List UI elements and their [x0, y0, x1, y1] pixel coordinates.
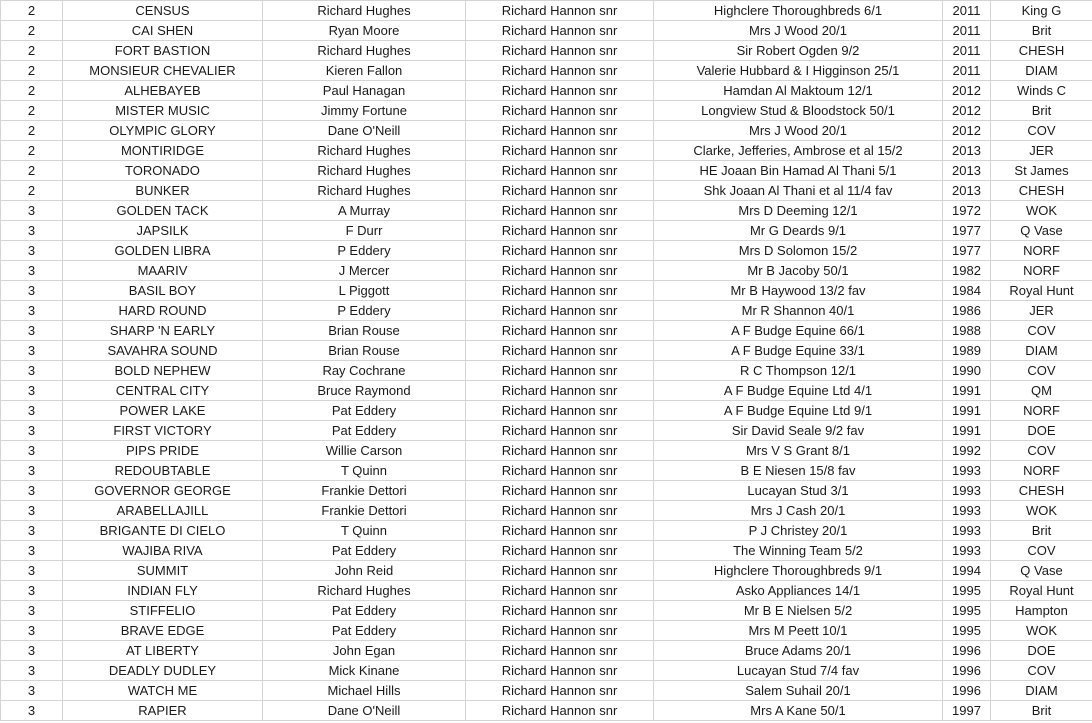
table-row [1, 601, 1092, 621]
table-row [1, 281, 1092, 301]
race-cell[interactable]: COV [991, 121, 1092, 141]
horse-cell[interactable]: WATCH ME [63, 681, 263, 701]
race-cell[interactable]: DIAM [991, 681, 1092, 701]
table-row [1, 561, 1092, 581]
horse-cell[interactable]: GOLDEN LIBRA [63, 241, 263, 261]
race-cell[interactable]: Winds C [991, 81, 1092, 101]
year-cell[interactable]: 1990 [943, 361, 991, 381]
age-cell[interactable]: 2 [1, 181, 63, 201]
horse-cell[interactable]: REDOUBTABLE [63, 461, 263, 481]
race-cell[interactable]: COV [991, 541, 1092, 561]
owner-odds-cell[interactable]: Mr R Shannon 40/1 [654, 301, 943, 321]
jockey-cell[interactable]: John Egan [263, 641, 466, 661]
table-row [1, 361, 1092, 381]
race-cell[interactable]: Brit [991, 521, 1092, 541]
horse-cell[interactable]: CAI SHEN [63, 21, 263, 41]
race-cell[interactable]: Royal Hunt [991, 281, 1092, 301]
trainer-cell[interactable]: Richard Hannon snr [466, 361, 654, 381]
trainer-cell[interactable]: Richard Hannon snr [466, 161, 654, 181]
table-row [1, 201, 1092, 221]
race-cell[interactable]: COV [991, 441, 1092, 461]
age-cell[interactable]: 3 [1, 301, 63, 321]
race-cell[interactable]: JER [991, 141, 1092, 161]
owner-odds-cell[interactable]: Shk Joaan Al Thani et al 11/4 fav [654, 181, 943, 201]
table-row [1, 581, 1092, 601]
year-cell[interactable]: 2013 [943, 141, 991, 161]
horse-cell[interactable]: GOLDEN TACK [63, 201, 263, 221]
year-cell[interactable]: 1984 [943, 281, 991, 301]
owner-odds-cell[interactable]: Sir David Seale 9/2 fav [654, 421, 943, 441]
age-cell[interactable]: 3 [1, 401, 63, 421]
age-cell[interactable]: 3 [1, 221, 63, 241]
jockey-cell[interactable]: Pat Eddery [263, 401, 466, 421]
trainer-cell[interactable]: Richard Hannon snr [466, 221, 654, 241]
table-row [1, 461, 1092, 481]
horse-cell[interactable]: BRAVE EDGE [63, 621, 263, 641]
horse-cell[interactable]: BRIGANTE DI CIELO [63, 521, 263, 541]
age-cell[interactable]: 3 [1, 641, 63, 661]
race-cell[interactable]: Hampton [991, 601, 1092, 621]
race-cell[interactable]: Brit [991, 701, 1092, 721]
jockey-cell[interactable]: Richard Hughes [263, 161, 466, 181]
race-cell[interactable]: Royal Hunt [991, 581, 1092, 601]
horse-cell[interactable]: SAVAHRA SOUND [63, 341, 263, 361]
owner-odds-cell[interactable]: Mrs V S Grant 8/1 [654, 441, 943, 461]
horse-cell[interactable]: CENSUS [63, 1, 263, 21]
jockey-cell[interactable]: L Piggott [263, 281, 466, 301]
jockey-cell[interactable]: Richard Hughes [263, 41, 466, 61]
year-cell[interactable]: 2012 [943, 101, 991, 121]
jockey-cell[interactable]: Pat Eddery [263, 621, 466, 641]
owner-odds-cell[interactable]: Mrs D Solomon 15/2 [654, 241, 943, 261]
table-row [1, 121, 1092, 141]
trainer-cell[interactable]: Richard Hannon snr [466, 661, 654, 681]
race-cell[interactable]: WOK [991, 501, 1092, 521]
table-row [1, 1, 1092, 21]
horse-cell[interactable]: AT LIBERTY [63, 641, 263, 661]
year-cell[interactable]: 1996 [943, 661, 991, 681]
age-cell[interactable]: 3 [1, 281, 63, 301]
table-row [1, 341, 1092, 361]
year-cell[interactable]: 1992 [943, 441, 991, 461]
table-row [1, 41, 1092, 61]
race-cell[interactable]: St James [991, 161, 1092, 181]
year-cell[interactable]: 1972 [943, 201, 991, 221]
owner-odds-cell[interactable]: Mrs A Kane 50/1 [654, 701, 943, 721]
year-cell[interactable]: 1997 [943, 701, 991, 721]
horse-cell[interactable]: JAPSILK [63, 221, 263, 241]
owner-odds-cell[interactable]: A F Budge Equine Ltd 9/1 [654, 401, 943, 421]
jockey-cell[interactable]: Willie Carson [263, 441, 466, 461]
year-cell[interactable]: 1995 [943, 601, 991, 621]
table-row [1, 221, 1092, 241]
horse-cell[interactable]: BUNKER [63, 181, 263, 201]
race-cell[interactable]: NORF [991, 401, 1092, 421]
race-cell[interactable]: NORF [991, 241, 1092, 261]
trainer-cell[interactable]: Richard Hannon snr [466, 701, 654, 721]
jockey-cell[interactable]: T Quinn [263, 461, 466, 481]
table-row [1, 141, 1092, 161]
jockey-cell[interactable]: Pat Eddery [263, 601, 466, 621]
jockey-cell[interactable]: Ryan Moore [263, 21, 466, 41]
age-cell[interactable]: 3 [1, 421, 63, 441]
race-cell[interactable]: COV [991, 361, 1092, 381]
jockey-cell[interactable]: Richard Hughes [263, 581, 466, 601]
horse-cell[interactable]: CENTRAL CITY [63, 381, 263, 401]
table-row [1, 481, 1092, 501]
year-cell[interactable]: 2013 [943, 181, 991, 201]
jockey-cell[interactable]: T Quinn [263, 521, 466, 541]
race-cell[interactable]: CHESH [991, 41, 1092, 61]
owner-odds-cell[interactable]: R C Thompson 12/1 [654, 361, 943, 381]
horse-cell[interactable]: FIRST VICTORY [63, 421, 263, 441]
trainer-cell[interactable]: Richard Hannon snr [466, 61, 654, 81]
owner-odds-cell[interactable]: Highclere Thoroughbreds 9/1 [654, 561, 943, 581]
horse-cell[interactable]: TORONADO [63, 161, 263, 181]
race-cell[interactable]: Brit [991, 21, 1092, 41]
age-cell[interactable]: 2 [1, 41, 63, 61]
age-cell[interactable]: 3 [1, 481, 63, 501]
jockey-cell[interactable]: Paul Hanagan [263, 81, 466, 101]
horse-cell[interactable]: MISTER MUSIC [63, 101, 263, 121]
trainer-cell[interactable]: Richard Hannon snr [466, 401, 654, 421]
age-cell[interactable]: 3 [1, 501, 63, 521]
race-cell[interactable]: JER [991, 301, 1092, 321]
horse-cell[interactable]: MONSIEUR CHEVALIER [63, 61, 263, 81]
age-cell[interactable]: 3 [1, 581, 63, 601]
year-cell[interactable]: 1993 [943, 461, 991, 481]
horse-cell[interactable]: RAPIER [63, 701, 263, 721]
table-row [1, 21, 1092, 41]
owner-odds-cell[interactable]: A F Budge Equine 66/1 [654, 321, 943, 341]
table-row [1, 321, 1092, 341]
trainer-cell[interactable]: Richard Hannon snr [466, 521, 654, 541]
table-row [1, 61, 1092, 81]
race-cell[interactable]: CHESH [991, 181, 1092, 201]
horse-cell[interactable]: MAARIV [63, 261, 263, 281]
jockey-cell[interactable]: J Mercer [263, 261, 466, 281]
age-cell[interactable]: 2 [1, 81, 63, 101]
trainer-cell[interactable]: Richard Hannon snr [466, 101, 654, 121]
table-row [1, 181, 1092, 201]
trainer-cell[interactable]: Richard Hannon snr [466, 621, 654, 641]
trainer-cell[interactable]: Richard Hannon snr [466, 381, 654, 401]
owner-odds-cell[interactable]: Salem Suhail 20/1 [654, 681, 943, 701]
owner-odds-cell[interactable]: The Winning Team 5/2 [654, 541, 943, 561]
race-cell[interactable]: QM [991, 381, 1092, 401]
table-row [1, 641, 1092, 661]
year-cell[interactable]: 2012 [943, 81, 991, 101]
table-row [1, 701, 1092, 721]
race-cell[interactable]: King G [991, 1, 1092, 21]
horse-cell[interactable]: SUMMIT [63, 561, 263, 581]
age-cell[interactable]: 3 [1, 541, 63, 561]
jockey-cell[interactable]: Pat Eddery [263, 421, 466, 441]
trainer-cell[interactable]: Richard Hannon snr [466, 341, 654, 361]
trainer-cell[interactable]: Richard Hannon snr [466, 181, 654, 201]
age-cell[interactable]: 2 [1, 61, 63, 81]
jockey-cell[interactable]: Bruce Raymond [263, 381, 466, 401]
trainer-cell[interactable]: Richard Hannon snr [466, 641, 654, 661]
trainer-cell[interactable]: Richard Hannon snr [466, 81, 654, 101]
year-cell[interactable]: 1996 [943, 681, 991, 701]
table-row [1, 441, 1092, 461]
table-row [1, 301, 1092, 321]
trainer-cell[interactable]: Richard Hannon snr [466, 281, 654, 301]
year-cell[interactable]: 1994 [943, 561, 991, 581]
table-row [1, 241, 1092, 261]
race-cell[interactable]: COV [991, 661, 1092, 681]
table-row [1, 541, 1092, 561]
owner-odds-cell[interactable]: Longview Stud & Bloodstock 50/1 [654, 101, 943, 121]
age-cell[interactable]: 2 [1, 1, 63, 21]
trainer-cell[interactable]: Richard Hannon snr [466, 561, 654, 581]
race-cell[interactable]: Q Vase [991, 221, 1092, 241]
owner-odds-cell[interactable]: Mrs J Cash 20/1 [654, 501, 943, 521]
age-cell[interactable]: 2 [1, 121, 63, 141]
year-cell[interactable]: 1991 [943, 421, 991, 441]
race-cell[interactable]: DIAM [991, 341, 1092, 361]
trainer-cell[interactable]: Richard Hannon snr [466, 441, 654, 461]
year-cell[interactable]: 1989 [943, 341, 991, 361]
owner-odds-cell[interactable]: Highclere Thoroughbreds 6/1 [654, 1, 943, 21]
year-cell[interactable]: 1991 [943, 401, 991, 421]
table-row [1, 421, 1092, 441]
age-cell[interactable]: 3 [1, 561, 63, 581]
trainer-cell[interactable]: Richard Hannon snr [466, 41, 654, 61]
age-cell[interactable]: 3 [1, 461, 63, 481]
trainer-cell[interactable]: Richard Hannon snr [466, 461, 654, 481]
owner-odds-cell[interactable]: Mrs J Wood 20/1 [654, 121, 943, 141]
jockey-cell[interactable]: Richard Hughes [263, 181, 466, 201]
age-cell[interactable]: 3 [1, 441, 63, 461]
age-cell[interactable]: 3 [1, 601, 63, 621]
year-cell[interactable]: 1993 [943, 481, 991, 501]
year-cell[interactable]: 2012 [943, 121, 991, 141]
jockey-cell[interactable]: P Eddery [263, 241, 466, 261]
table-row [1, 81, 1092, 101]
trainer-cell[interactable]: Richard Hannon snr [466, 581, 654, 601]
age-cell[interactable]: 2 [1, 101, 63, 121]
age-cell[interactable]: 3 [1, 361, 63, 381]
trainer-cell[interactable]: Richard Hannon snr [466, 321, 654, 341]
trainer-cell[interactable]: Richard Hannon snr [466, 1, 654, 21]
year-cell[interactable]: 1995 [943, 621, 991, 641]
trainer-cell[interactable]: Richard Hannon snr [466, 121, 654, 141]
jockey-cell[interactable]: Michael Hills [263, 681, 466, 701]
owner-odds-cell[interactable]: Mr B Haywood 13/2 fav [654, 281, 943, 301]
trainer-cell[interactable]: Richard Hannon snr [466, 481, 654, 501]
trainer-cell[interactable]: Richard Hannon snr [466, 261, 654, 281]
horse-cell[interactable]: FORT BASTION [63, 41, 263, 61]
jockey-cell[interactable]: Richard Hughes [263, 1, 466, 21]
race-cell[interactable]: COV [991, 321, 1092, 341]
owner-odds-cell[interactable]: Mr B Jacoby 50/1 [654, 261, 943, 281]
horse-cell[interactable]: BOLD NEPHEW [63, 361, 263, 381]
owner-odds-cell[interactable]: Clarke, Jefferies, Ambrose et al 15/2 [654, 141, 943, 161]
trainer-cell[interactable]: Richard Hannon snr [466, 301, 654, 321]
race-cell[interactable]: DOE [991, 421, 1092, 441]
year-cell[interactable]: 1982 [943, 261, 991, 281]
jockey-cell[interactable]: F Durr [263, 221, 466, 241]
race-cell[interactable]: Q Vase [991, 561, 1092, 581]
owner-odds-cell[interactable]: A F Budge Equine Ltd 4/1 [654, 381, 943, 401]
horse-cell[interactable]: STIFFELIO [63, 601, 263, 621]
horse-cell[interactable]: PIPS PRIDE [63, 441, 263, 461]
owner-odds-cell[interactable]: Mr G Deards 9/1 [654, 221, 943, 241]
year-cell[interactable]: 1995 [943, 581, 991, 601]
year-cell[interactable]: 1986 [943, 301, 991, 321]
horse-cell[interactable]: WAJIBA RIVA [63, 541, 263, 561]
owner-odds-cell[interactable]: HE Joaan Bin Hamad Al Thani 5/1 [654, 161, 943, 181]
jockey-cell[interactable]: Mick Kinane [263, 661, 466, 681]
owner-odds-cell[interactable]: A F Budge Equine 33/1 [654, 341, 943, 361]
age-cell[interactable]: 3 [1, 241, 63, 261]
race-cell[interactable]: CHESH [991, 481, 1092, 501]
jockey-cell[interactable]: Dane O'Neill [263, 701, 466, 721]
race-cell[interactable]: NORF [991, 261, 1092, 281]
owner-odds-cell[interactable]: Asko Appliances 14/1 [654, 581, 943, 601]
horse-cell[interactable]: ARABELLAJILL [63, 501, 263, 521]
year-cell[interactable]: 1996 [943, 641, 991, 661]
jockey-cell[interactable]: Brian Rouse [263, 321, 466, 341]
year-cell[interactable]: 1993 [943, 541, 991, 561]
jockey-cell[interactable]: Pat Eddery [263, 541, 466, 561]
horse-cell[interactable]: ALHEBAYEB [63, 81, 263, 101]
race-cell[interactable]: NORF [991, 461, 1092, 481]
horse-cell[interactable]: DEADLY DUDLEY [63, 661, 263, 681]
age-cell[interactable]: 3 [1, 321, 63, 341]
trainer-cell[interactable]: Richard Hannon snr [466, 141, 654, 161]
horse-cell[interactable]: INDIAN FLY [63, 581, 263, 601]
owner-odds-cell[interactable]: Bruce Adams 20/1 [654, 641, 943, 661]
horse-cell[interactable]: OLYMPIC GLORY [63, 121, 263, 141]
race-cell[interactable]: Brit [991, 101, 1092, 121]
trainer-cell[interactable]: Richard Hannon snr [466, 501, 654, 521]
jockey-cell[interactable]: Ray Cochrane [263, 361, 466, 381]
age-cell[interactable]: 2 [1, 141, 63, 161]
year-cell[interactable]: 1977 [943, 221, 991, 241]
horse-cell[interactable]: MONTIRIDGE [63, 141, 263, 161]
owner-odds-cell[interactable]: Mrs D Deeming 12/1 [654, 201, 943, 221]
owner-odds-cell[interactable]: Mrs M Peett 10/1 [654, 621, 943, 641]
year-cell[interactable]: 2011 [943, 61, 991, 81]
age-cell[interactable]: 3 [1, 681, 63, 701]
jockey-cell[interactable]: Brian Rouse [263, 341, 466, 361]
table-row [1, 381, 1092, 401]
year-cell[interactable]: 1993 [943, 501, 991, 521]
horse-cell[interactable]: BASIL BOY [63, 281, 263, 301]
owner-odds-cell[interactable]: Sir Robert Ogden 9/2 [654, 41, 943, 61]
year-cell[interactable]: 1993 [943, 521, 991, 541]
trainer-cell[interactable]: Richard Hannon snr [466, 201, 654, 221]
table-row [1, 161, 1092, 181]
table-row [1, 101, 1092, 121]
trainer-cell[interactable]: Richard Hannon snr [466, 601, 654, 621]
table-row [1, 261, 1092, 281]
jockey-cell[interactable]: Jimmy Fortune [263, 101, 466, 121]
age-cell[interactable]: 3 [1, 661, 63, 681]
age-cell[interactable]: 3 [1, 341, 63, 361]
year-cell[interactable]: 1977 [943, 241, 991, 261]
horse-cell[interactable]: GOVERNOR GEORGE [63, 481, 263, 501]
age-cell[interactable]: 3 [1, 381, 63, 401]
owner-odds-cell[interactable]: Lucayan Stud 7/4 fav [654, 661, 943, 681]
year-cell[interactable]: 1991 [943, 381, 991, 401]
trainer-cell[interactable]: Richard Hannon snr [466, 541, 654, 561]
age-cell[interactable]: 2 [1, 161, 63, 181]
owner-odds-cell[interactable]: P J Christey 20/1 [654, 521, 943, 541]
horse-cell[interactable]: HARD ROUND [63, 301, 263, 321]
age-cell[interactable]: 3 [1, 261, 63, 281]
year-cell[interactable]: 2011 [943, 1, 991, 21]
jockey-cell[interactable]: Dane O'Neill [263, 121, 466, 141]
age-cell[interactable]: 3 [1, 521, 63, 541]
jockey-cell[interactable]: Frankie Dettori [263, 501, 466, 521]
jockey-cell[interactable]: Kieren Fallon [263, 61, 466, 81]
table-row [1, 661, 1092, 681]
table-row [1, 521, 1092, 541]
trainer-cell[interactable]: Richard Hannon snr [466, 21, 654, 41]
year-cell[interactable]: 2011 [943, 41, 991, 61]
age-cell[interactable]: 3 [1, 701, 63, 721]
owner-odds-cell[interactable]: Hamdan Al Maktoum 12/1 [654, 81, 943, 101]
year-cell[interactable]: 2013 [943, 161, 991, 181]
jockey-cell[interactable]: John Reid [263, 561, 466, 581]
year-cell[interactable]: 1988 [943, 321, 991, 341]
trainer-cell[interactable]: Richard Hannon snr [466, 241, 654, 261]
table-row [1, 501, 1092, 521]
table-body [1, 1, 1092, 721]
race-cell[interactable]: DIAM [991, 61, 1092, 81]
race-cell[interactable]: WOK [991, 201, 1092, 221]
jockey-cell[interactable]: Frankie Dettori [263, 481, 466, 501]
horse-cell[interactable]: POWER LAKE [63, 401, 263, 421]
trainer-cell[interactable]: Richard Hannon snr [466, 681, 654, 701]
jockey-cell[interactable]: A Murray [263, 201, 466, 221]
owner-odds-cell[interactable]: Mrs J Wood 20/1 [654, 21, 943, 41]
table-row [1, 401, 1092, 421]
trainer-cell[interactable]: Richard Hannon snr [466, 421, 654, 441]
age-cell[interactable]: 3 [1, 201, 63, 221]
table-row [1, 621, 1092, 641]
jockey-cell[interactable]: P Eddery [263, 301, 466, 321]
age-cell[interactable]: 2 [1, 21, 63, 41]
owner-odds-cell[interactable]: B E Niesen 15/8 fav [654, 461, 943, 481]
race-cell[interactable]: WOK [991, 621, 1092, 641]
owner-odds-cell[interactable]: Valerie Hubbard & I Higginson 25/1 [654, 61, 943, 81]
owner-odds-cell[interactable]: Mr B E Nielsen 5/2 [654, 601, 943, 621]
year-cell[interactable]: 2011 [943, 21, 991, 41]
owner-odds-cell[interactable]: Lucayan Stud 3/1 [654, 481, 943, 501]
table-row [1, 681, 1092, 701]
jockey-cell[interactable]: Richard Hughes [263, 141, 466, 161]
race-cell[interactable]: DOE [991, 641, 1092, 661]
horse-cell[interactable]: SHARP 'N EARLY [63, 321, 263, 341]
age-cell[interactable]: 3 [1, 621, 63, 641]
